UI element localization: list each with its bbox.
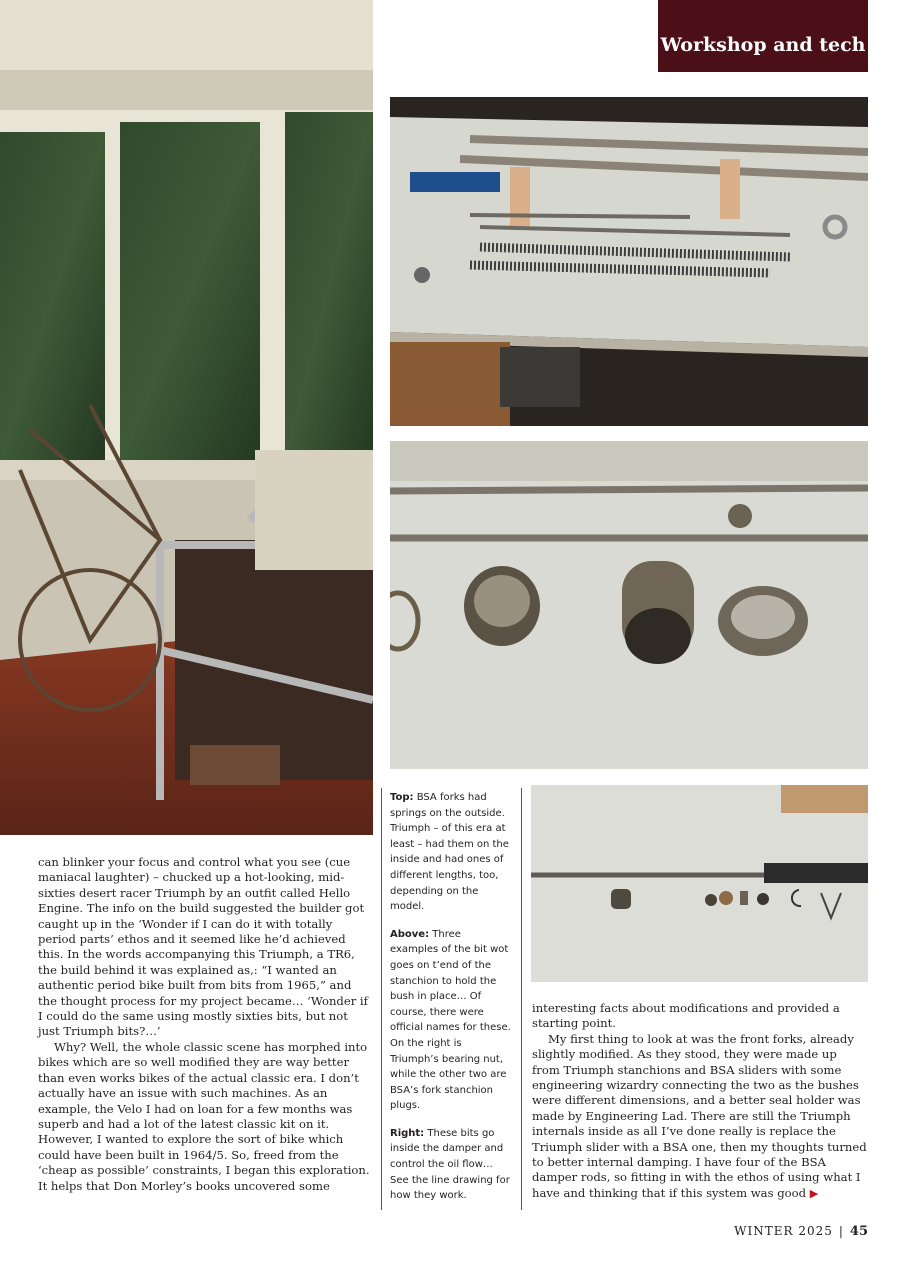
- caption-column: [390, 790, 512, 1216]
- top-photo: [390, 97, 868, 426]
- body-paragraph: Why? Well, the whole classic scene has morphed into bikes which are so well modified they are way better than even works bikes of the actual classic era. I don’t actually have an issue with such machines. As an example, the Velo I had on loan for a few months was superb and had a lot of the latest classic kit on it. However, I wanted to explore the sort of bike which could have been built in 1964/5. So, freed from the ‘cheap as possible’ constraints, I began this exploration. It helps that Don Morley’s books uncovered some: [38, 1039, 370, 1193]
- section-header-tab: [658, 0, 868, 72]
- continue-arrow-icon: ▶: [809, 1186, 819, 1200]
- body-column-1: [38, 855, 372, 1194]
- body-paragraph: can blinker your focus and control what you see (cue maniacal laughter) – chucked up a hot-looking, mid-sixties desert racer Triumph by an outfit called Hello Engine. The info on the build suggested the builder got caught up in the ‘Wonder if I can do it with totally period parts’ ethos and it seemed like he’d achieved this. In the words accompanying this Triumph, a TR6, the build behind it was explained as,: “I wanted an authentic period bike built from bits from 1965,” and the thought process for my project became… ‘Wonder if I could do the same using mostly sixties bits, but not just Triumph bits?…’: [38, 855, 368, 1039]
- body-paragraph: My first thing to look at was the front forks, already slightly modified. As they stood, they were made up from Triumph stanchions and BSA sliders with some engineering wizardry connecting the two as the bushes were different dimensions, and a better seal holder was made by Engineering Lad. There are still the Triumph internals inside as all I’ve done really is replace the Triumph slider with a BSA one, then my thoughts turned to better internal damping. I have four of the BSA damper rods, so fitting in with the ethos of using what I have and thinking that if this system was good ▶: [532, 1031, 867, 1200]
- footer-separator: |: [838, 1224, 844, 1238]
- caption-top: Top: BSA forks had springs on the outside. Triumph – of this era at least – had them on the inside and had ones of different lengths, too, depending on the model.: [390, 792, 509, 913]
- body-paragraph: interesting facts about modifications and provided a starting point.: [532, 1001, 840, 1031]
- main-photo: [0, 0, 373, 835]
- page-footer: [734, 1224, 868, 1239]
- page-number: 45: [849, 1224, 868, 1239]
- column-rule-right: [521, 788, 522, 1210]
- caption-above: Above: Three examples of the bit wot goes on t’end of the stanchion to hold the bush in place… Of course, there were official names for these. On the right is Triumph’s bearing nut, while the other two are BSA’s fork stanchion plugs.: [390, 928, 511, 1112]
- middle-photo: [390, 441, 868, 769]
- column-rule-left: [381, 788, 382, 1210]
- issue-label: WINTER 2025: [734, 1224, 833, 1238]
- body-column-2: [532, 1001, 868, 1201]
- section-label: Workshop and tech: [660, 34, 866, 56]
- right-photo: [531, 785, 868, 982]
- caption-right: Right: These bits go inside the damper and control the oil flow… See the line drawing for how they work.: [390, 1127, 510, 1202]
